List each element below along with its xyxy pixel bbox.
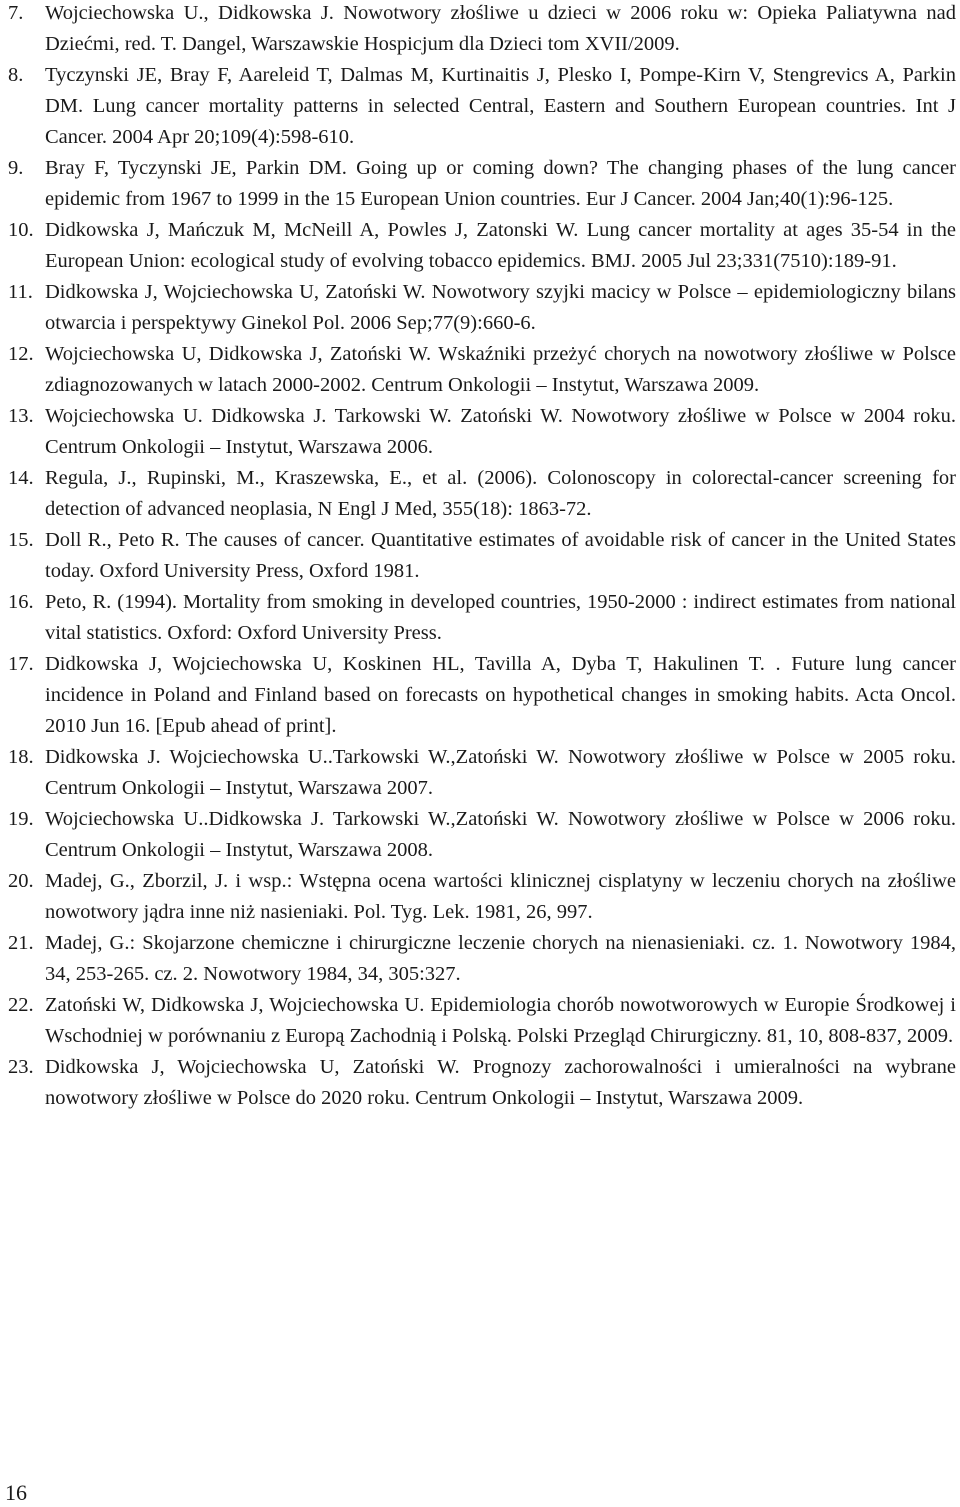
reference-item xyxy=(8,742,956,804)
reference-item xyxy=(8,866,956,928)
reference-text: Didkowska J, Wojciechowska U, Zatoński W. Prognozy zachorowalności i umieralności na wybrane nowotwory złośliwe w Polsce do 2020 roku. Centrum Onkologii – Instytut, Warszawa 2009. xyxy=(45,1056,956,1109)
reference-number: 10. xyxy=(8,219,34,241)
reference-number: 9. xyxy=(8,157,24,179)
reference-number: 14. xyxy=(8,467,34,489)
reference-text: Wojciechowska U..Didkowska J. Tarkowski W.,Zatoński W. Nowotwory złośliwe w Polsce w 2006 roku. Centrum Onkologii – Instytut, Warszawa 2008. xyxy=(45,808,956,861)
reference-number: 12. xyxy=(8,343,34,365)
reference-item xyxy=(8,0,956,60)
reference-text: Bray F, Tyczynski JE, Parkin DM. Going up or coming down? The changing phases of the lung cancer epidemic from 1967 to 1999 in the 15 European Union countries. Eur J Cancer. 2004 Jan;40(1):96-125. xyxy=(45,157,956,210)
page-number: 16 xyxy=(5,1480,27,1505)
reference-number: 8. xyxy=(8,64,24,86)
reference-number: 11. xyxy=(8,281,33,303)
reference-text: Zatoński W, Didkowska J, Wojciechowska U. Epidemiologia chorób nowotworowych w Europie Środkowej i Wschodniej w porównaniu z Europą Zachodnią i Polską. Polski Przegląd Chirurgiczny. 81, 10, 808-837, 2009. xyxy=(45,994,956,1047)
reference-number: 23. xyxy=(8,1056,34,1078)
reference-text: Didkowska J, Mańczuk M, McNeill A, Powles J, Zatonski W. Lung cancer mortality at ages 35-54 in the European Union: ecological study of evolving tobacco epidemics. BMJ. 2005 Jul 23;331(7510):189-91. xyxy=(45,219,956,272)
reference-text: Madej, G., Zborzil, J. i wsp.: Wstępna ocena wartości klinicznej cisplatyny w leczeniu chorych na złośliwe nowotwory jądra inne niż nasieniaki. Pol. Tyg. Lek. 1981, 26, 997. xyxy=(45,870,956,923)
reference-number: 20. xyxy=(8,870,34,892)
reference-text: Tyczynski JE, Bray F, Aareleid T, Dalmas M, Kurtinaitis J, Plesko I, Pompe-Kirn V, Stengrevics A, Parkin DM. Lung cancer mortality patterns in selected Central, Eastern and Southern European countries. Int J Cancer. 2004 Apr 20;109(4):598-610. xyxy=(45,64,956,148)
reference-number: 16. xyxy=(8,591,34,613)
reference-number: 22. xyxy=(8,994,34,1016)
reference-item xyxy=(8,60,956,153)
reference-number: 17. xyxy=(8,653,34,675)
reference-item xyxy=(8,525,956,587)
reference-text: Peto, R. (1994). Mortality from smoking in developed countries, 1950-2000 : indirect estimates from national vital statistics. Oxford: Oxford University Press. xyxy=(45,591,956,644)
reference-text: Wojciechowska U., Didkowska J. Nowotwory złośliwe u dzieci w 2006 roku w: Opieka Paliatywna nad Dziećmi, red. T. Dangel, Warszawskie Hospicjum dla Dzieci tom XVII/2009. xyxy=(45,2,956,55)
reference-item xyxy=(8,587,956,649)
reference-text: Wojciechowska U. Didkowska J. Tarkowski W. Zatoński W. Nowotwory złośliwe w Polsce w 2004 roku. Centrum Onkologii – Instytut, Warszawa 2006. xyxy=(45,405,956,458)
reference-item xyxy=(8,649,956,742)
reference-item xyxy=(8,401,956,463)
reference-text: Wojciechowska U, Didkowska J, Zatoński W. Wskaźniki przeżyć chorych na nowotwory złośliwe w Polsce zdiagnozowanych w latach 2000-2002. Centrum Onkologii – Instytut, Warszawa 2009. xyxy=(45,343,956,396)
reference-text: Regula, J., Rupinski, M., Kraszewska, E., et al. (2006). Colonoscopy in colorectal-cancer screening for detection of advanced neoplasia, N Engl J Med, 355(18): 1863-72. xyxy=(45,467,956,520)
reference-number: 15. xyxy=(8,529,34,551)
reference-list xyxy=(8,0,956,1114)
reference-item xyxy=(8,277,956,339)
reference-number: 21. xyxy=(8,932,34,954)
reference-item xyxy=(8,804,956,866)
reference-text: Didkowska J, Wojciechowska U, Koskinen HL, Tavilla A, Dyba T, Hakulinen T. . Future lung cancer incidence in Poland and Finland based on forecasts on hypothetical changes in smoking habits. Acta Oncol. 2010 Jun 16. [Epub ahead of print]. xyxy=(45,653,956,737)
reference-item xyxy=(8,990,956,1052)
reference-item xyxy=(8,215,956,277)
reference-number: 13. xyxy=(8,405,34,427)
reference-item xyxy=(8,339,956,401)
reference-text: Didkowska J, Wojciechowska U, Zatoński W. Nowotwory szyjki macicy w Polsce – epidemiologiczny bilans otwarcia i perspektywy Ginekol Pol. 2006 Sep;77(9):660-6. xyxy=(45,281,956,334)
reference-item xyxy=(8,463,956,525)
reference-text: Didkowska J. Wojciechowska U..Tarkowski W.,Zatoński W. Nowotwory złośliwe w Polsce w 2005 roku. Centrum Onkologii – Instytut, Warszawa 2007. xyxy=(45,746,956,799)
reference-item xyxy=(8,1052,956,1114)
reference-item xyxy=(8,153,956,215)
reference-number: 19. xyxy=(8,808,34,830)
reference-item xyxy=(8,928,956,990)
reference-number: 18. xyxy=(8,746,34,768)
reference-text: Doll R., Peto R. The causes of cancer. Quantitative estimates of avoidable risk of cancer in the United States today. Oxford University Press, Oxford 1981. xyxy=(45,529,956,582)
reference-number: 7. xyxy=(8,2,24,24)
reference-text: Madej, G.: Skojarzone chemiczne i chirurgiczne leczenie chorych na nienasieniaki. cz. 1. Nowotwory 1984, 34, 253-265. cz. 2. Nowotwory 1984, 34, 305:327. xyxy=(45,932,956,985)
